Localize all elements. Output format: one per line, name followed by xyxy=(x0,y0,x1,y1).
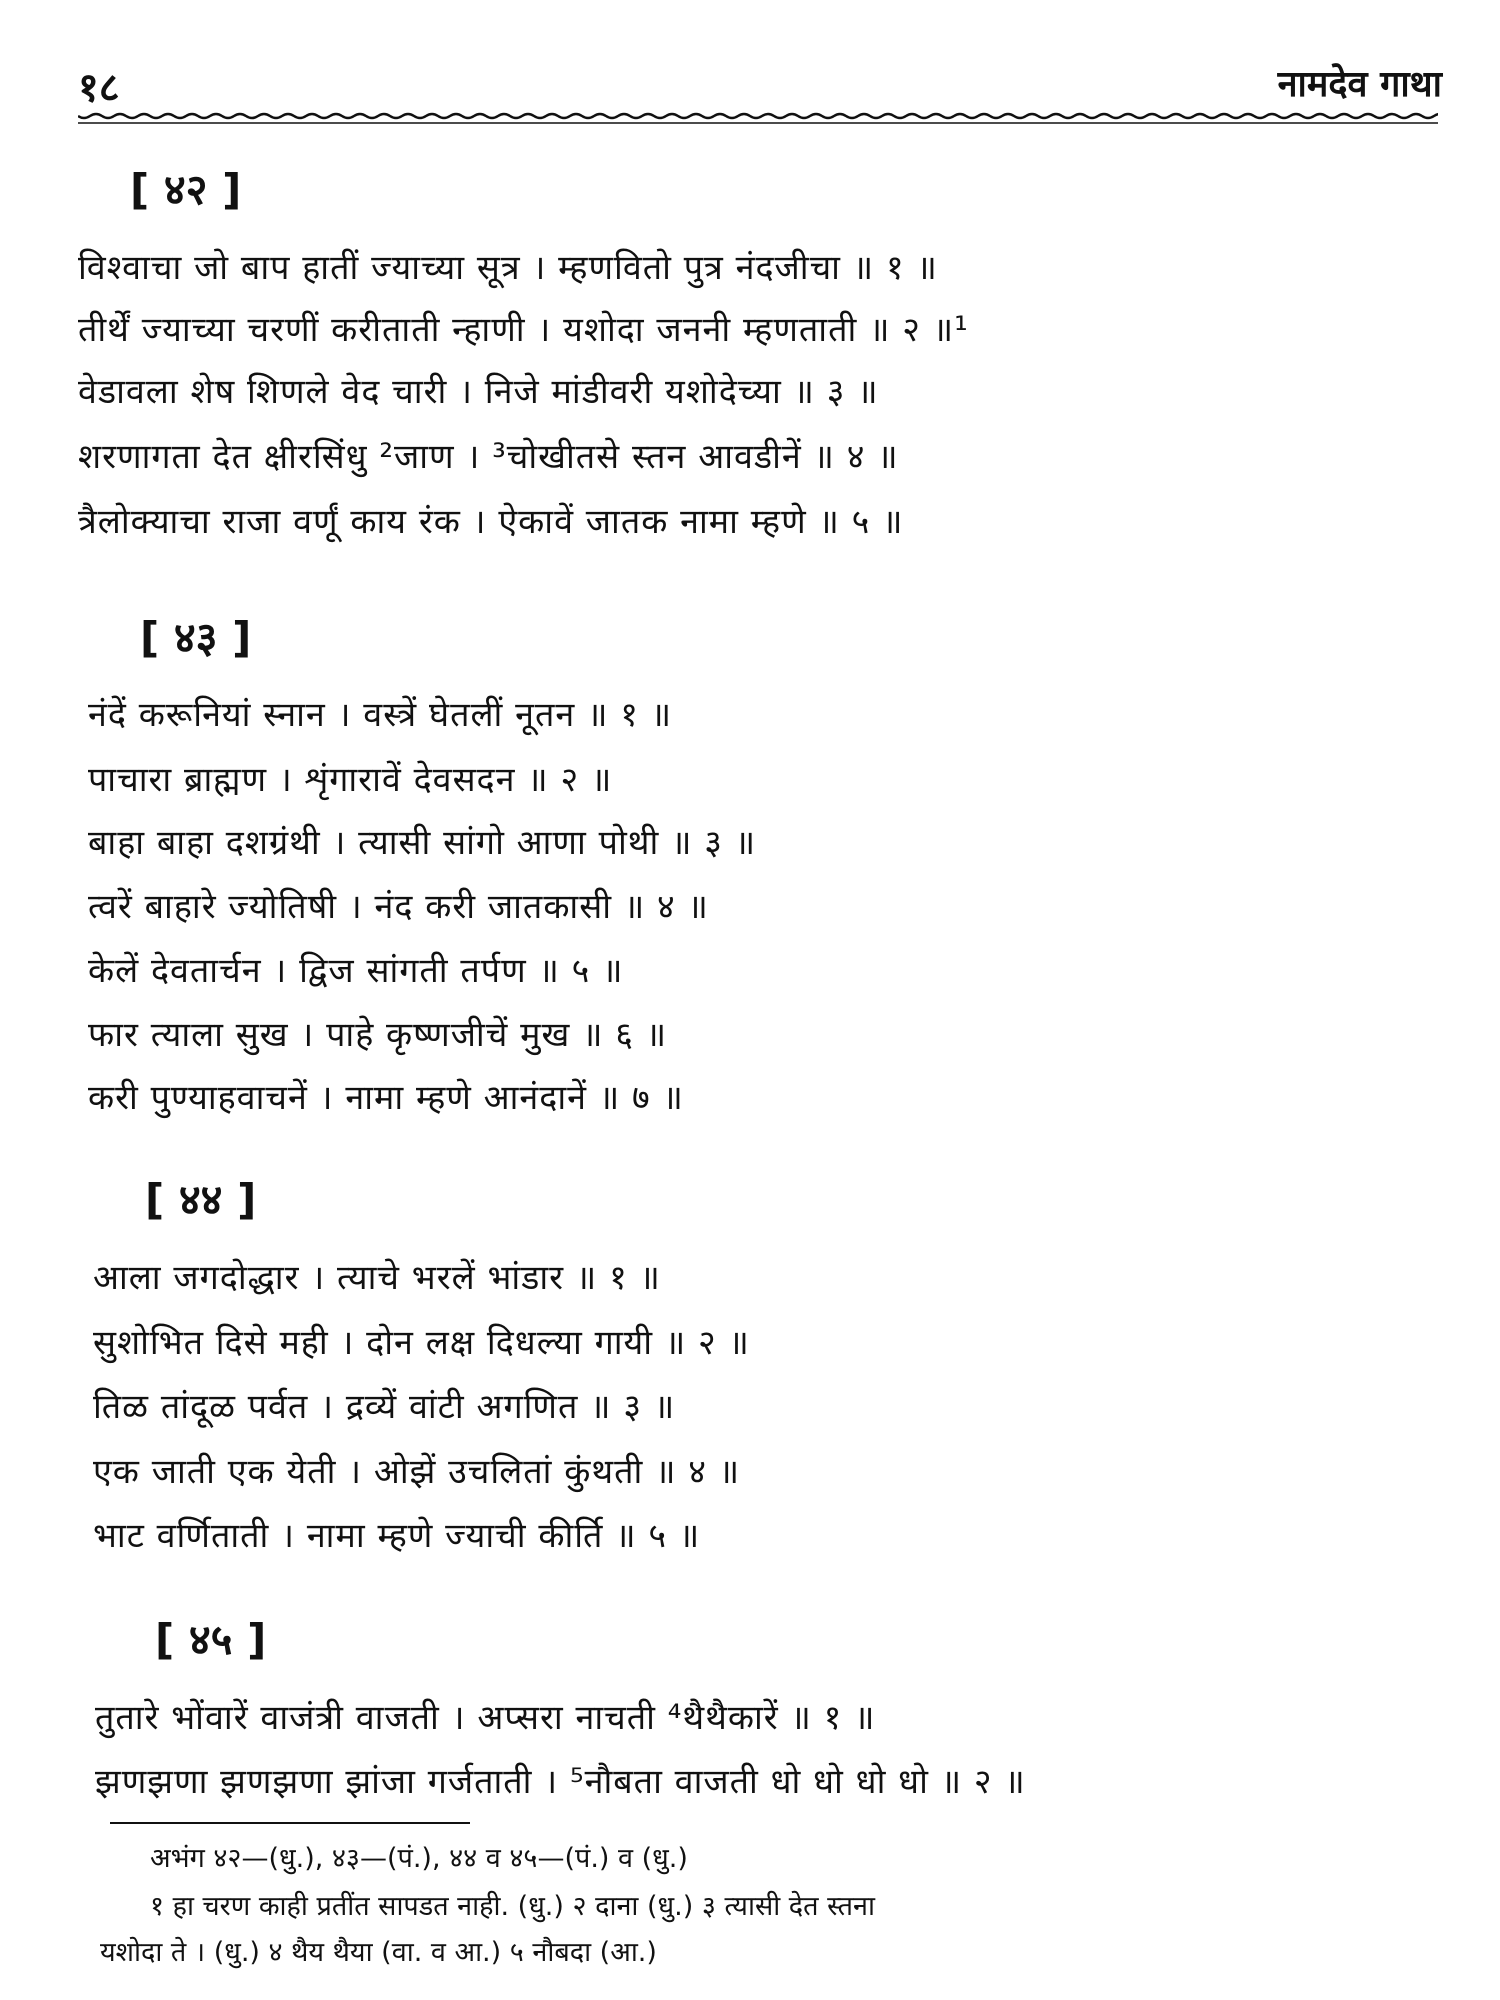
verse-line: केलें देवतार्चन । द्विज सांगती तर्पण ॥ ५ ॥ xyxy=(88,951,624,991)
footnote-notes-line-2: यशोदा ते । (धु.) ४ थैय थैया (वा. व आ.) ५ नौबदा (आ.) xyxy=(100,1937,657,1968)
verse-line: आला जगदोद्धार । त्याचे भरलें भांडार ॥ १ ॥ xyxy=(93,1258,661,1298)
verse-line: तिळ तांदूळ पर्वत । द्रव्यें वांटी अगणित ॥ ३ ॥ xyxy=(93,1387,676,1427)
verse-line: एक जाती एक येती । ओझें उचलितां कुंथती ॥ ४ ॥ xyxy=(93,1452,741,1492)
abhang-number: [ ४४ ] xyxy=(145,1175,257,1224)
abhang-number: [ ४५ ] xyxy=(155,1615,267,1664)
verse-line: विश्वाचा जो बाप हातीं ज्याच्या सूत्र । म्हणवितो पुत्र नंदजीचा ॥ १ ॥ xyxy=(78,248,938,288)
book-title: नामदेव गाथा xyxy=(1277,64,1442,105)
verse-line: करी पुण्याहवाचनें । नामा म्हणे आनंदानें ॥ ७ ॥ xyxy=(88,1078,684,1118)
verse-line: वेडावला शेष शिणले वेद चारी । निजे मांडीवरी यशोदेच्या ॥ ३ ॥ xyxy=(78,372,879,412)
footnote-rule xyxy=(110,1822,470,1824)
footnote-sources: अभंग ४२—(धु.), ४३—(पं.), ४४ व ४५—(पं.) व (धु.) xyxy=(150,1843,688,1874)
verse-line: बाहा बाहा दशग्रंथी । त्यासी सांगो आणा पोथी ॥ ३ ॥ xyxy=(88,823,757,863)
verse-line: पाचारा ब्राह्मण । शृंगारावें देवसदन ॥ २ ॥ xyxy=(88,760,613,800)
abhang-number: [ ४२ ] xyxy=(130,165,242,214)
footnote-notes-line-1: १ हा चरण काही प्रतींत सापडत नाही. (धु.) २ दाना (धु.) ३ त्यासी देत स्तना xyxy=(150,1891,875,1922)
verse-line: त्वरें बाहारे ज्योतिषी । नंद करी जातकासी ॥ ४ ॥ xyxy=(88,887,709,927)
verse-line: नंदें करूनियां स्नान । वस्त्रें घेतलीं नूतन ॥ १ ॥ xyxy=(88,695,673,735)
verse-line: फार त्याला सुख । पाहे कृष्णजीचें मुख ॥ ६ ॥ xyxy=(88,1015,668,1055)
abhang-number: [ ४३ ] xyxy=(140,613,252,662)
verse-line: तुतारे भोंवारें वाजंत्री वाजती । अप्सरा नाचती ⁴थैथैकारें ॥ १ ॥ xyxy=(95,1698,876,1738)
verse-line: भाट वर्णिताती । नामा म्हणे ज्याची कीर्ति ॥ ५ ॥ xyxy=(93,1516,701,1556)
verse-line: तीर्थें ज्याच्या चरणीं करीताती न्हाणी । यशोदा जननी म्हणताती ॥ २ ॥¹ xyxy=(78,310,969,350)
verse-line: सुशोभित दिसे मही । दोन लक्ष दिधल्या गायी ॥ २ ॥ xyxy=(93,1323,750,1363)
page-number: १८ xyxy=(78,65,120,111)
verse-line: त्रैलोक्याचा राजा वर्णूं काय रंक । ऐकावें जातक नामा म्हणे ॥ ५ ॥ xyxy=(78,502,904,542)
header-wavy-rule xyxy=(78,108,1438,126)
verse-line: शरणागता देत क्षीरसिंधु ²जाण । ³चोखीतसे स्तन आवडीनें ॥ ४ ॥ xyxy=(78,437,899,477)
verse-line: झणझणा झणझणा झांजा गर्जताती । ⁵नौबता वाजती धो धो धो धो ॥ २ ॥ xyxy=(95,1762,1026,1802)
